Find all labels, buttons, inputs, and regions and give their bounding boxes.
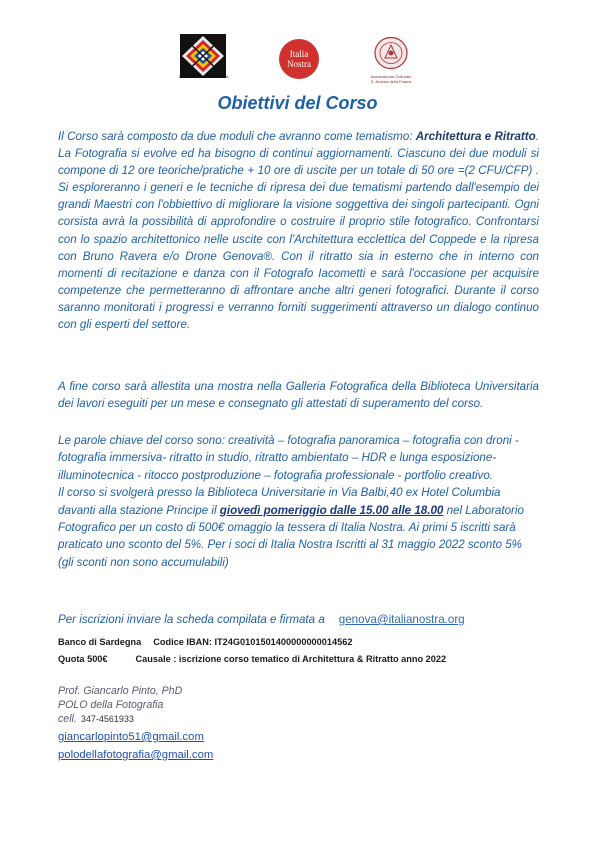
- iban-label: Codice IBAN:: [153, 637, 212, 647]
- enrollment-line: [58, 611, 539, 628]
- enrollment-email-link[interactable]: genova@italianostra.org: [338, 613, 465, 626]
- venue-text-after: nel Laboratorio Fotografico per un costo di 500€ omaggio la tessera di Italia Nostra. Ai primi 5 iscritti sarà praticato uno sconto del 5%. Per i soci di Italia Nostra Iscritti al 31 maggio 2022 sconto 5% (gli sconti non sono accumulabili): [58, 503, 524, 569]
- nostra-text: Nostra: [287, 59, 311, 69]
- italia-text: Italia: [289, 49, 309, 59]
- bank-name: Banco di Sardegna: [58, 637, 142, 647]
- iban-value: IT24G0101501400000000014562: [214, 637, 353, 647]
- keywords-text: Le parole chiave del corso sono: creatività – fotografia panoramica – fotografia con droni - fotografia immersiva- ritratto in studio, ritratto ambientato – HDR e lunga esposizione- illuminotecnica - ritocco postproduzione – fotografia professionale - portfolio creativo.: [58, 434, 519, 482]
- associazione-caption-line2: S. Andrea della Frasca: [370, 79, 412, 84]
- course-themes: Architettura e Ritratto: [415, 130, 536, 143]
- enrollment-text: Per iscrizioni inviare la scheda compilata e firmata a: [58, 613, 325, 626]
- causale-text: Causale : iscrizione corso tematico di Architettura & Ritratto anno 2022: [135, 654, 447, 664]
- description-body: . La Fotografia si evolve ed ha bisogno di continui aggiornamenti. Ciascuno dei due moduli si compone di 12 ore teoriche/pratiche + 10 ore di uscite per un totale di 50 ore =(2 CFU/CFP) . Si esploreranno i generi e le tecniche di ripresa dei due tematismi partendo dall'esempio dei grandi Maestri con l'obbiettivo di migliorare la visione soggettiva dei singoli partecipanti. Ogni corsista avrà la possibilità di approfondire o costruire il proprio stile fotografico. Confrontarsi con lo spazio architettonico nelle uscite con l'Architettura ecclettica del Coppede e la ripresa con Bruno Ravera e/o Drone Genova®. Con il ritratto sia in esterno che in interno con momenti di recitazione e danza con il Fotografo Iacometti e sarà l'occasione per acquisire competenze che permetteranno di affrontare anche altri generi fotografici. Durante il corso saranno monitorati i progressi e verranno forniti suggerimenti attraverso un dialogo continuo con gli esperti del settore.: [58, 130, 539, 332]
- header-logos: [0, 34, 595, 84]
- associazione-caption: [359, 74, 423, 84]
- exhibition-paragraph: A fine corso sarà allestita una mostra nella Galleria Fotografica della Biblioteca Universitaria dei lavori eseguiti per un mese e consegnato gli attestati di superamento del corso.: [58, 380, 539, 411]
- polo-email-link[interactable]: polodellafotografia@gmail.com: [58, 749, 214, 761]
- signature-email-link[interactable]: giancarlopinto51@gmail.com: [58, 731, 204, 743]
- payment-details-line: [58, 654, 548, 664]
- cell-label: cell.: [58, 713, 77, 725]
- cell-number: 347-4561933: [80, 714, 134, 724]
- quota-text: Quota 500€: [58, 654, 108, 664]
- page-title: Obiettivi del Corso: [217, 93, 378, 113]
- description-intro: Il Corso sarà composto da due moduli che avranno come tematismo:: [58, 130, 416, 143]
- bank-details-line: [58, 637, 548, 647]
- associazione-caption-line1: Associazione Culturale: [370, 74, 412, 79]
- course-description-paragraph: [58, 128, 539, 333]
- polo-fotografia-logo: [180, 34, 226, 78]
- venue-text-before: Il corso si svolgerà presso la Biblioteca Universitarie in Via Balbi,40 ex Hotel Columbia davanti alla stazione Principe il: [58, 486, 501, 517]
- signature-cell: [58, 713, 134, 725]
- schedule-highlight: giovedì pomeriggio dalle 15.00 alle 18.00: [219, 503, 444, 517]
- signature-org: POLO della Fotografia: [58, 699, 164, 711]
- keywords-venue-paragraph: [58, 432, 539, 571]
- associazione-seal-logo: [373, 36, 409, 70]
- signature-name: Prof. Giancarlo Pinto, PhD: [58, 685, 183, 697]
- polo-logo-caption: POLO DELLA FOTOGRAFIA: [179, 75, 229, 79]
- italia-nostra-logo: [278, 38, 320, 80]
